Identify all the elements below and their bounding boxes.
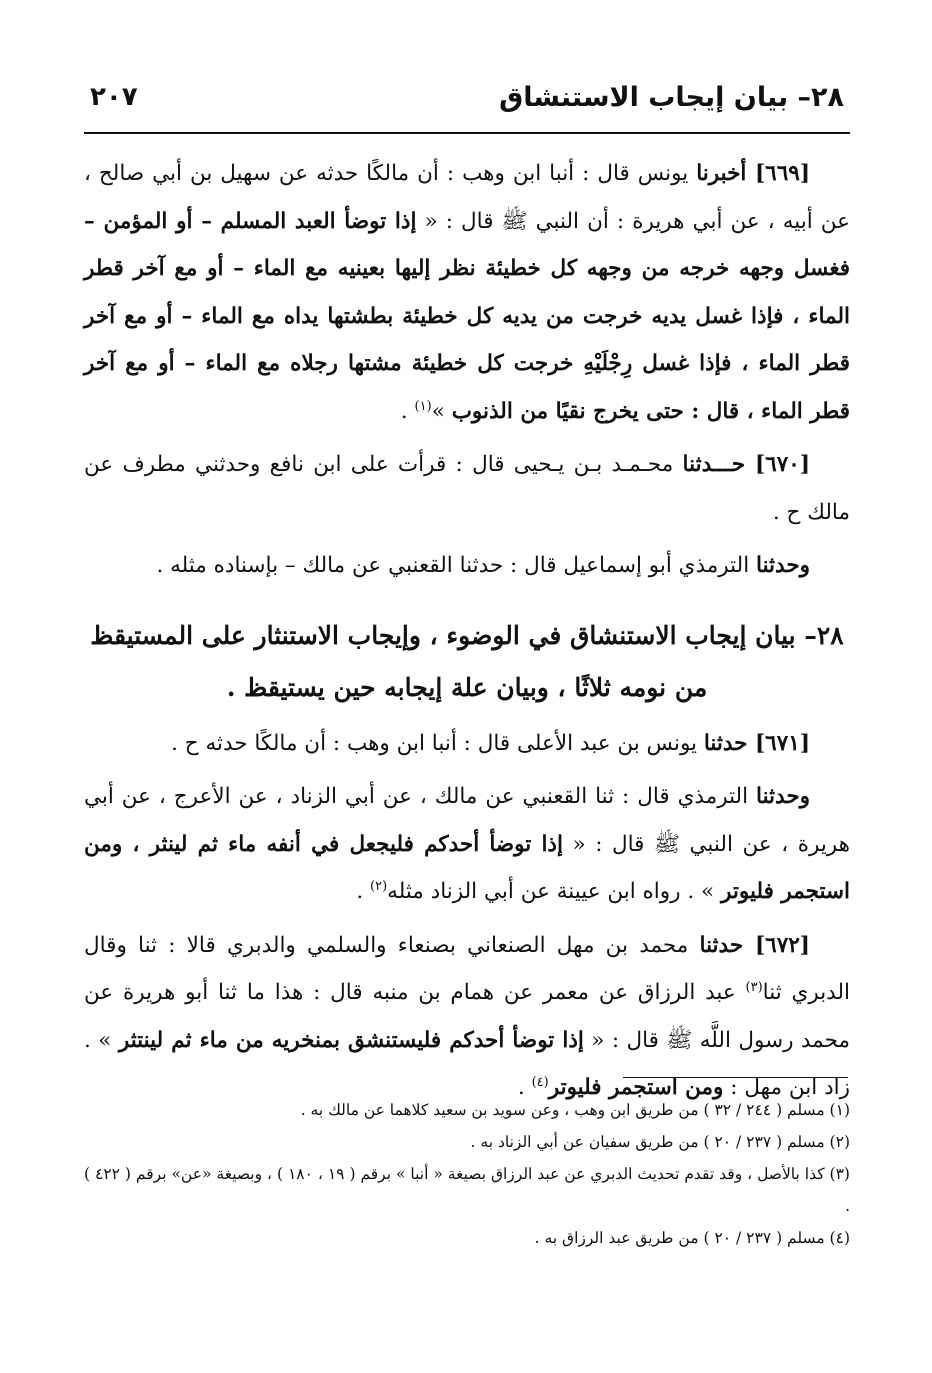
bold-text: [٦٧٢] bbox=[743, 932, 810, 958]
footnote-3: (٣) كذا بالأصل ، وقد تقدم تحديث الدبري عن عبد الرزاق بصيغة « أنبا » برقم ( ١٩ ، ١٨٠ ) ، وبصيغة «عن» برقم ( ٤٢٢ ) . bbox=[84, 1165, 850, 1215]
text-run: » . رواه ابن عيينة عن أبي الزناد مثله bbox=[387, 879, 722, 904]
bold-text: حـــدثنا bbox=[682, 452, 746, 477]
main-text bbox=[84, 150, 850, 1112]
footnote-ref: (٤) bbox=[531, 1074, 549, 1090]
footnote-ref: (١) bbox=[414, 398, 432, 414]
footnote-2: (٢) مسلم ( ٢٣٧ / ٢٠ ) من طريق سفيان عن أبي الزناد به . bbox=[470, 1133, 850, 1151]
footnote-4: (٤) مسلم ( ٢٣٧ / ٢٠ ) من طريق عبد الرزاق به . bbox=[534, 1229, 850, 1247]
page-number: ٢٠٧ bbox=[90, 82, 138, 112]
bold-text: [٦٦٩] bbox=[746, 161, 810, 186]
text-run: يونس بن عبد الأعلى قال : أنبا ابن وهب : أن مالكًا حدثه ح . bbox=[171, 730, 704, 756]
text-run: محمد بن مهل الصنعاني بصنعاء والسلمي والدبري قالا : ثنا وقال الدبري ثنا bbox=[84, 932, 850, 1005]
text-run: » . زاد ابن مهل : bbox=[84, 1027, 850, 1100]
hadith-670-chain bbox=[84, 542, 850, 590]
text-run: » bbox=[431, 398, 452, 424]
text-run: . bbox=[356, 879, 371, 904]
bold-text: ومن استجمر فليوتر bbox=[548, 1075, 724, 1100]
bold-text: أخبرنا bbox=[696, 161, 747, 186]
text-run: عبد الرزاق عن معمر عن همام بن منبه قال : هذا ما ثنا أبو هريرة عن محمد رسول اللَّه ﷺ قال : « bbox=[84, 980, 850, 1053]
bold-text: إذا توضأ أحدكم فليجعل في أنفه ماء ثم لينثر ، ومن استجمر فليوتر bbox=[84, 831, 850, 904]
text-run: يونس قال : أنبا ابن وهب : أن مالكًا حدثه عن سهيل بن أبي صالح ، عن أبيه ، عن أبي هريرة : أن النبي ﷺ قال : « bbox=[84, 161, 850, 234]
hadith-672 bbox=[84, 922, 850, 1112]
hadith-671-chain bbox=[84, 773, 850, 916]
bold-text: [٦٧٠] bbox=[745, 452, 810, 477]
footnote-divider bbox=[623, 1077, 848, 1078]
hadith-671 bbox=[84, 720, 850, 768]
text-run: الترمذي أبو إسماعيل قال : حدثنا القعنبي عن مالك – بإسناده مثله . bbox=[156, 553, 757, 578]
header-divider bbox=[84, 132, 850, 134]
text-run: الترمذي قال : ثنا القعنبي عن مالك ، عن أبي الزناد ، عن الأعرج ، عن أبي هريرة ، عن النبي ﷺ قال : « bbox=[84, 784, 851, 857]
footnotes bbox=[84, 1094, 850, 1254]
bold-text: حدثنا bbox=[703, 730, 748, 756]
running-title: ٢٨– بيان إيجاب الاستنشاق bbox=[499, 82, 844, 113]
bold-text: إذا توضأ أحدكم فليستنشق بمنخريه من ماء ثم لينتثر bbox=[118, 1027, 584, 1053]
hadith-670 bbox=[84, 441, 850, 536]
bold-text: حدثنا bbox=[699, 932, 744, 958]
bold-text: وحدثنا bbox=[756, 553, 810, 578]
bold-text: وحدثنا bbox=[756, 784, 810, 809]
footnote-ref: (٣) bbox=[745, 979, 763, 995]
footnote-ref: (٢) bbox=[370, 878, 388, 894]
running-header bbox=[84, 78, 852, 128]
text-run: . bbox=[517, 1075, 532, 1100]
bold-text: [٦٧١] bbox=[747, 730, 810, 756]
hadith-669 bbox=[84, 150, 850, 435]
text-run: محـمـد بـن يـحيى قال : قرأت على ابن نافع وحدثني مطرف عن مالك ح . bbox=[84, 452, 850, 525]
text-run: . bbox=[400, 398, 415, 424]
footnote-1: (١) مسلم ( ٢٤٤ / ٣٢ ) من طريق ابن وهب ، وعن سويد بن سعيد كلاهما عن مالك به . bbox=[300, 1101, 850, 1119]
bold-text: إذا توضأ العبد المسلم – أو المؤمن – فغسل وجهه خرجه من وجهه كل خطيئة نظر إليها بعينيه مع الماء – أو مع آخر قطر الماء ، فإذا غسل يديه خرجت من يديه كل خطيئة بطشتها يداه مع الماء – أو مع آخر قطر الماء ، فإذا غسل رِجْلَيْهِ خرجت كل خطيئة مشتها رجلاه مع الماء – أو مع آخر قطر الماء ، قال : حتى يخرج نقيًا من الذنوب bbox=[84, 208, 850, 424]
chapter-heading: ٢٨– بيان إيجاب الاستنشاق في الوضوء ، وإيجاب الاستنثار على المستيقظ من نومه ثلاثًا ، وبيان علة إيجابه حين يستيقظ . bbox=[90, 620, 844, 702]
